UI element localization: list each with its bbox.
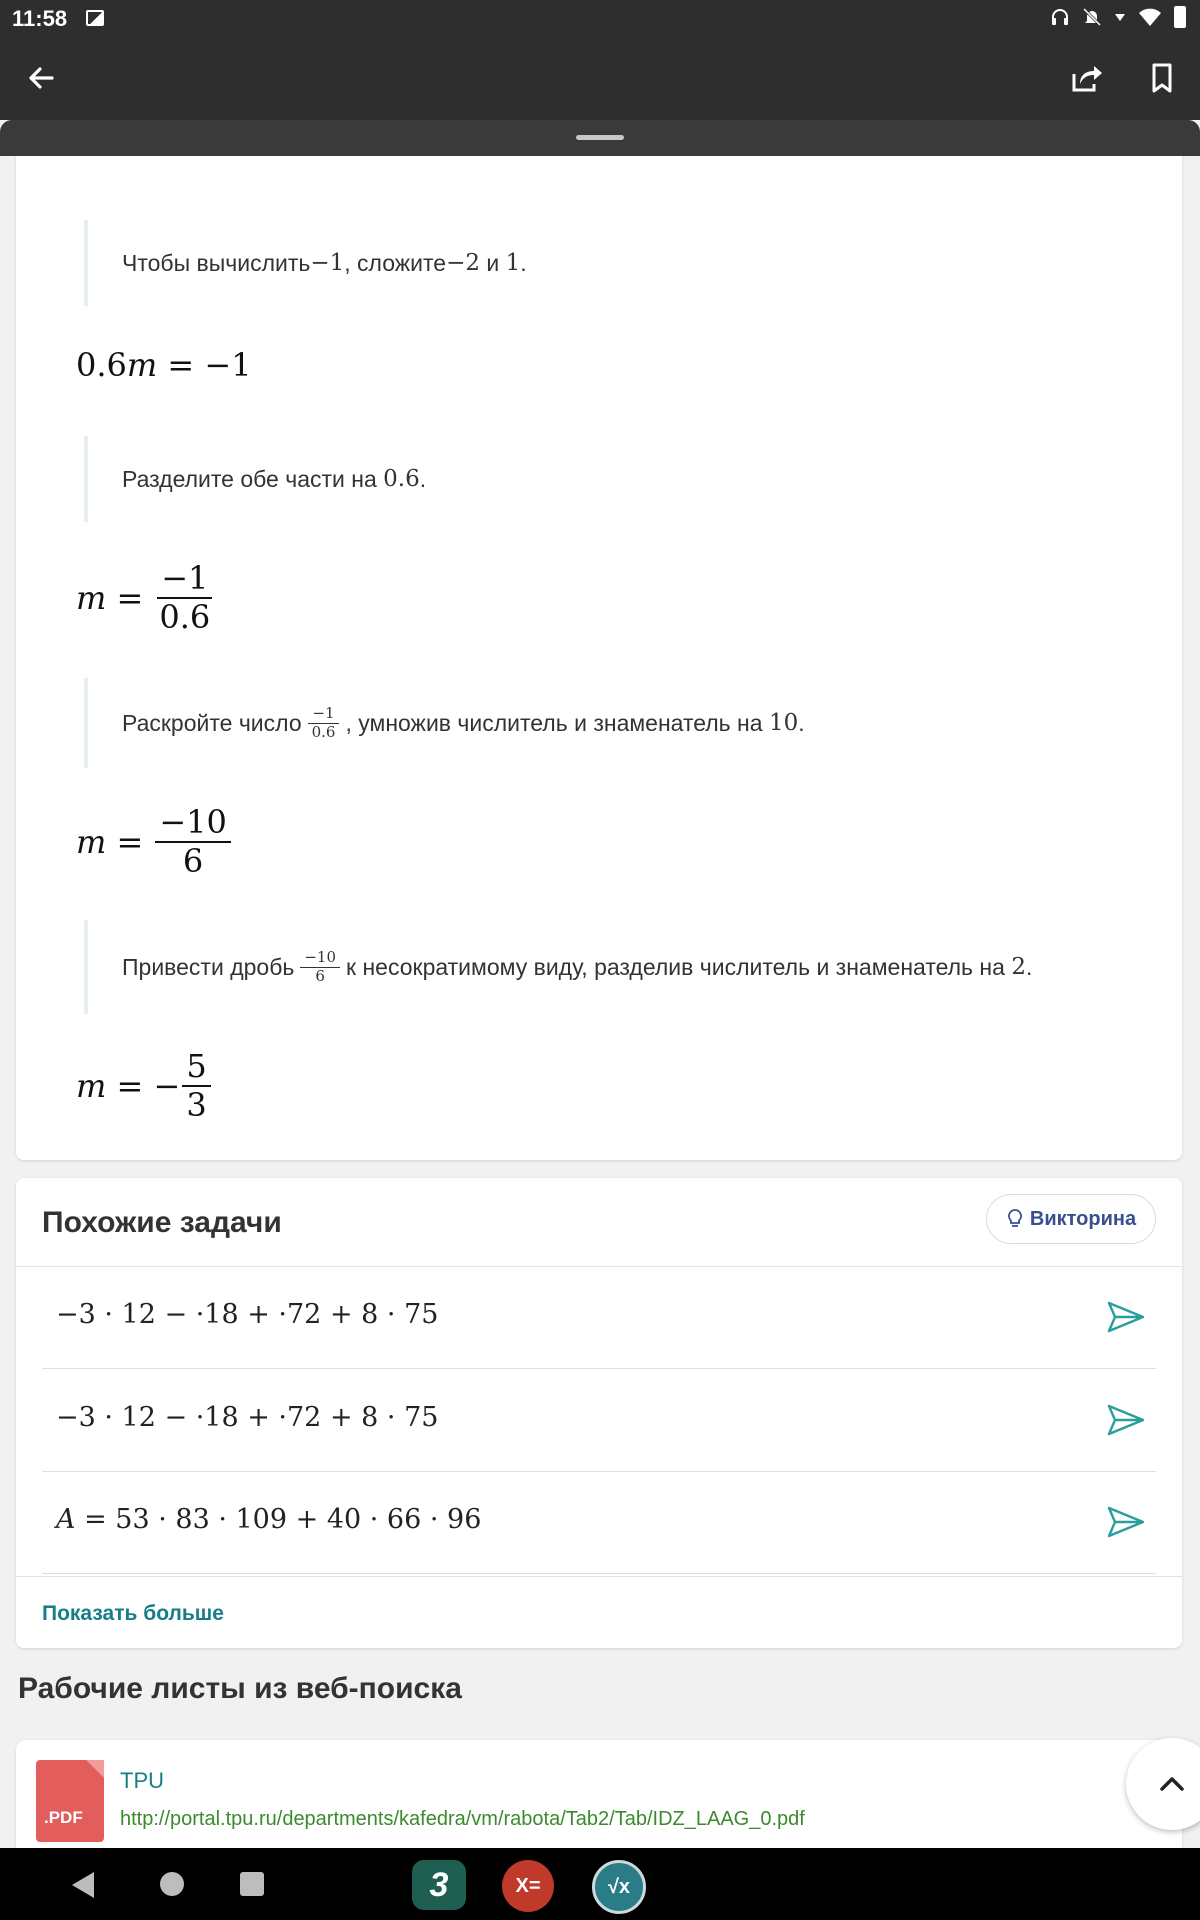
image-notification-icon — [86, 10, 104, 26]
eq-equals: = — [106, 578, 144, 617]
equation-step-4 — [76, 560, 214, 636]
quiz-button-label: Викторина — [1029, 1207, 1137, 1230]
eq-fraction — [155, 804, 231, 880]
back-arrow-icon[interactable] — [22, 58, 62, 98]
chevron-up-icon — [1126, 1738, 1200, 1830]
quiz-button[interactable] — [986, 1194, 1156, 1244]
step-note-7 — [84, 920, 1122, 1014]
note-math: −1 — [310, 250, 345, 276]
wifi-icon — [1138, 7, 1162, 27]
send-icon[interactable] — [1106, 1504, 1146, 1540]
app-icon-math-solver[interactable]: √x — [592, 1860, 646, 1914]
note-text: к несократимому виду, разделив числитель и знаменатель на — [346, 953, 1012, 980]
note-text: Раскройте число — [122, 709, 302, 736]
similar-problems-title: Похожие задачи — [42, 1206, 282, 1239]
equation-final — [76, 1048, 211, 1124]
worksheet-item[interactable] — [16, 1740, 1182, 1848]
note-math: −2 — [446, 250, 480, 276]
note-text: , сложите — [344, 249, 447, 276]
nav-home-icon[interactable] — [160, 1872, 184, 1896]
fraction-numerator: −1 — [308, 705, 338, 723]
note-text: . — [419, 465, 427, 492]
eq-variable: m — [76, 822, 107, 861]
share-icon[interactable] — [1066, 58, 1106, 98]
similar-problem-row[interactable] — [42, 1472, 1156, 1574]
worksheets-title: Рабочие листы из веб-поиска — [18, 1672, 462, 1705]
problem-expression — [56, 1504, 481, 1535]
nav-recents-icon[interactable] — [240, 1872, 264, 1896]
status-time: 11:58 — [12, 6, 68, 31]
eq-number: 0.6 — [76, 346, 127, 384]
similar-problem-row[interactable] — [42, 1370, 1156, 1472]
battery-icon — [1174, 6, 1186, 28]
fraction-denominator: 3 — [186, 1085, 207, 1124]
divider — [42, 1368, 1156, 1369]
problem-expression: −3 · 12 − ·18 + ·72 + 8 · 75 — [56, 1402, 439, 1433]
note-text: . — [1025, 953, 1033, 980]
expr-body: = 53 · 83 · 109 + 40 · 66 · 96 — [75, 1504, 482, 1535]
system-nav-bar — [0, 1848, 1200, 1920]
nav-back-icon[interactable] — [72, 1872, 94, 1898]
file-type-label: .PDF — [44, 1808, 83, 1827]
eq-rhs: = −1 — [157, 346, 252, 384]
app-icon-3[interactable]: 3 — [412, 1860, 466, 1910]
note-text: . — [798, 709, 805, 736]
step-note-1 — [84, 220, 1122, 306]
note-math: 1 — [505, 250, 521, 276]
app-icon-spreadsheet[interactable]: X= — [502, 1860, 554, 1912]
fraction-denominator: 0.6 — [159, 597, 211, 636]
sheet-header[interactable] — [0, 120, 1200, 156]
eq-variable: m — [76, 1066, 107, 1105]
fraction-denominator: 0.6 — [311, 722, 336, 741]
worksheet-url[interactable]: http://portal.tpu.ru/departments/kafedra/vm/rabota/Tab2/Tab/IDZ_LAAG_0.pdf — [120, 1808, 805, 1830]
note-text: Привести дробь — [122, 953, 295, 980]
drag-handle[interactable] — [576, 135, 624, 140]
signal-icon — [1114, 11, 1126, 23]
inline-fraction — [300, 949, 340, 985]
inline-fraction — [308, 705, 340, 741]
fraction-numerator: −10 — [300, 949, 340, 967]
note-text: Разделите обе части на — [122, 465, 384, 492]
bookmark-icon[interactable] — [1142, 58, 1182, 98]
send-icon[interactable] — [1106, 1299, 1146, 1335]
problem-expression: −3 · 12 − ·18 + ·72 + 8 · 75 — [56, 1299, 439, 1330]
status-bar — [0, 0, 1200, 38]
show-more-link[interactable]: Показать больше — [42, 1602, 224, 1625]
pdf-file-icon — [36, 1760, 104, 1842]
send-icon[interactable] — [1106, 1402, 1146, 1438]
note-math: 0.6 — [383, 466, 420, 492]
similar-problems-card — [16, 1178, 1182, 1648]
eq-fraction — [155, 560, 214, 636]
similar-problem-row[interactable] — [42, 1267, 1156, 1369]
worksheet-source[interactable]: TPU — [120, 1768, 164, 1793]
equation-step-2 — [76, 346, 252, 384]
eq-variable: m — [126, 346, 158, 384]
step-note-5 — [84, 678, 1122, 768]
note-text: . — [520, 249, 527, 276]
eq-equals: = — [106, 822, 144, 861]
note-text: и — [479, 249, 506, 276]
divider — [42, 1573, 1156, 1574]
fraction-numerator: 5 — [182, 1048, 210, 1087]
note-text: Чтобы вычислить — [122, 249, 311, 276]
note-math: 2 — [1011, 954, 1026, 980]
fraction-numerator: −1 — [157, 560, 212, 599]
note-text: , умножив числитель и знаменатель на — [345, 709, 769, 736]
mute-notifications-icon — [1082, 7, 1102, 27]
step-note-3 — [84, 436, 1122, 522]
fraction-numerator: −10 — [155, 804, 231, 843]
fraction-denominator: 6 — [182, 841, 204, 880]
eq-variable: m — [76, 578, 107, 617]
divider — [16, 1576, 1182, 1577]
status-icons — [1050, 6, 1186, 28]
solution-card — [16, 120, 1182, 1160]
note-math: 10 — [768, 710, 799, 736]
fraction-denominator: 6 — [315, 966, 325, 985]
equation-step-6 — [76, 804, 231, 880]
lightbulb-icon — [1006, 1208, 1024, 1230]
app-bar — [0, 38, 1200, 120]
eq-equals: = − — [106, 1066, 181, 1105]
eq-fraction — [182, 1048, 210, 1124]
expr-variable: A — [56, 1504, 76, 1535]
headphones-icon — [1050, 7, 1070, 27]
content-sheet[interactable] — [0, 120, 1200, 1848]
scroll-to-top-button[interactable] — [1126, 1738, 1200, 1830]
